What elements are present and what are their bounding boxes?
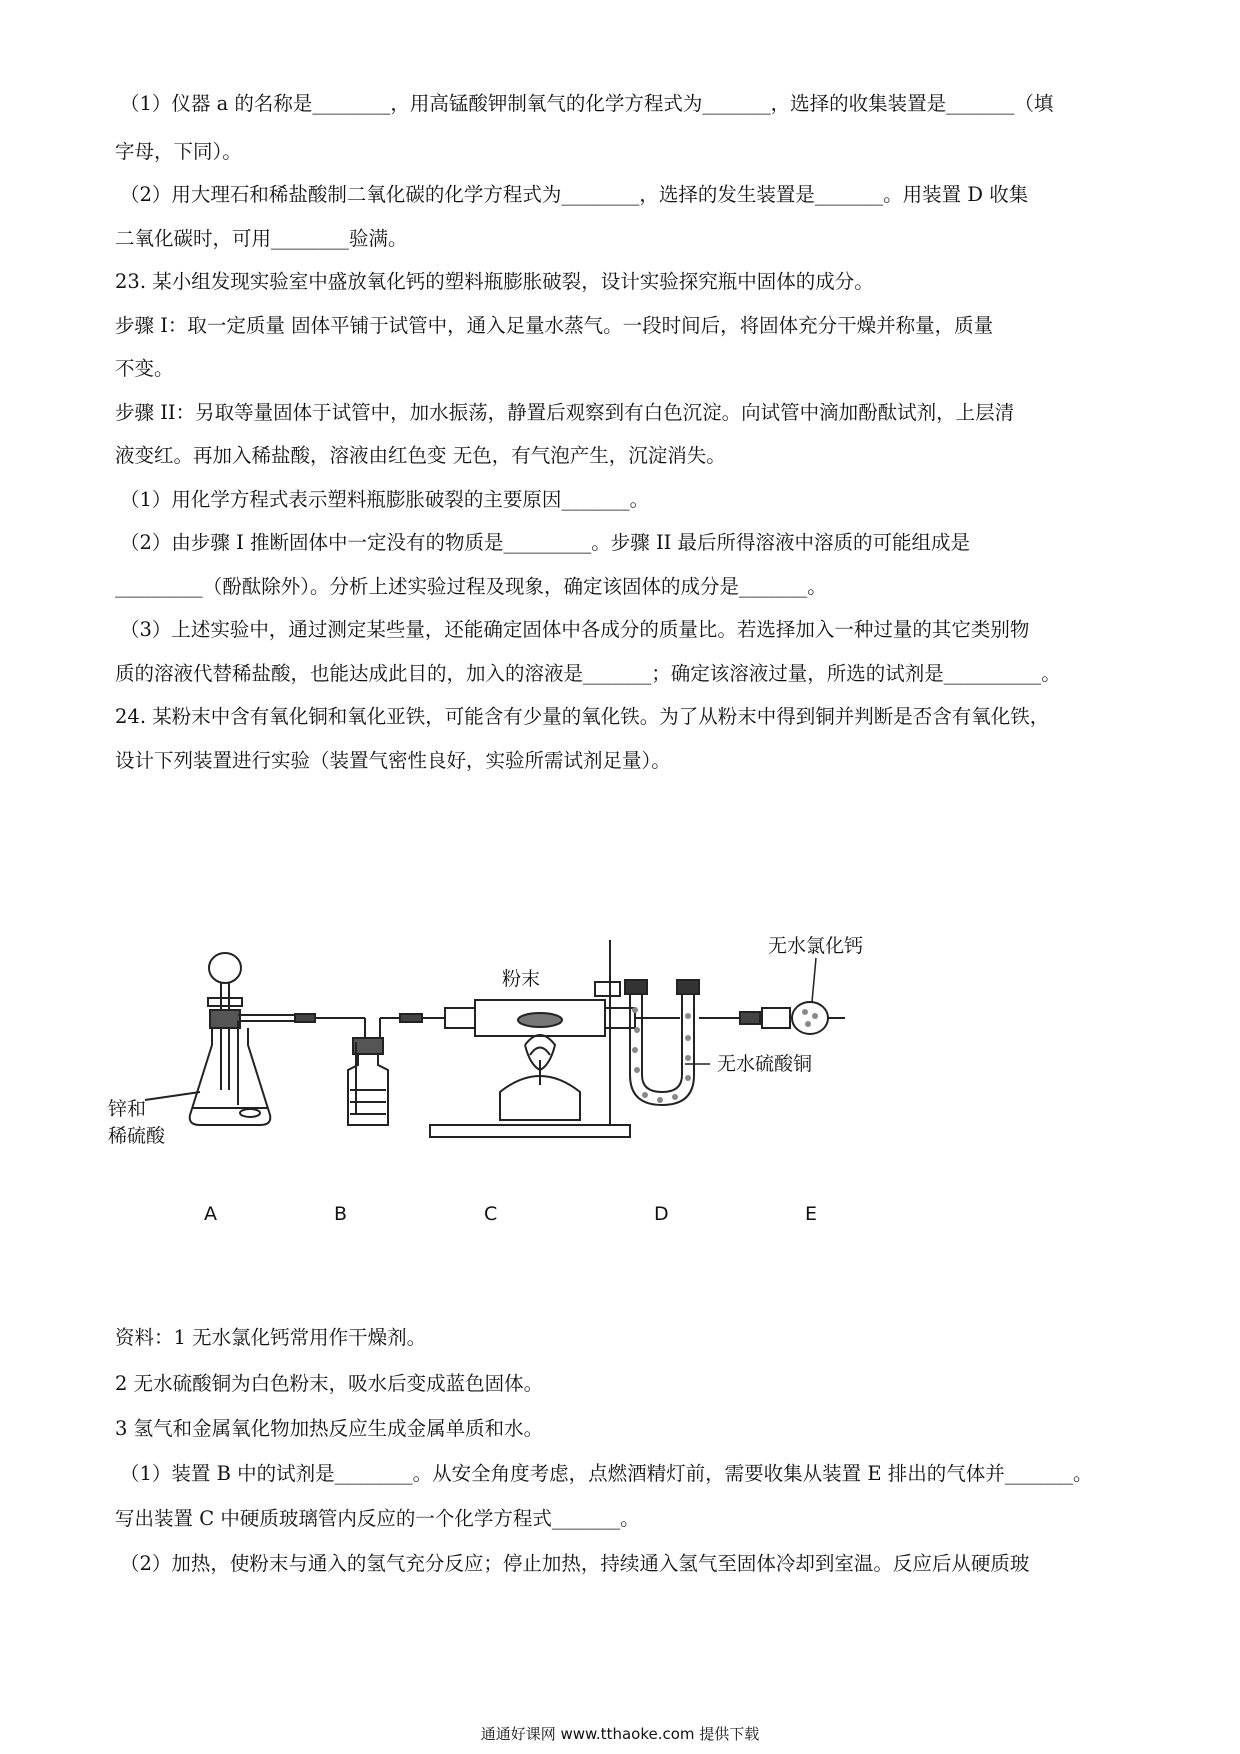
q23-step1-line2: 不变。 [115, 357, 174, 380]
apparatus-letter-e: E [805, 1203, 818, 1225]
note-1: 资料：1 无水氯化钙常用作干燥剂。 [115, 1326, 427, 1349]
apparatus-e [740, 1002, 845, 1034]
q23-step1-line1: 步骤 I：取一定质量 固体平铺于试管中，通入足量水蒸气。一段时间后，将固体充分干燥并称量，质量 [115, 314, 994, 337]
q24-stem-line1: 24. 某粉末中含有氧化铜和氧化亚铁，可能含有少量的氧化铁。为了从粉末中得到铜并判断是否含有氧化铁， [115, 705, 1050, 728]
q24-stem-line2: 设计下列装置进行实验（装置气密性良好，实验所需试剂足量）。 [115, 749, 671, 772]
page-footer: 通通好课网 www.tthaoke.com 提供下载 [480, 1725, 760, 1743]
label-cuso4: 无水硫酸铜 [717, 1053, 813, 1075]
apparatus-letter-a: A [204, 1203, 217, 1225]
q23-step2-line2: 液变红。再加入稀盐酸，溶液由红色变 无色，有气泡产生，沉淀消失。 [115, 444, 726, 467]
experiment-apparatus-diagram [100, 920, 1000, 1250]
q22-part1-line2: 字母，下同）。 [115, 140, 242, 163]
note-2: 2 无水硫酸铜为白色粉末，吸水后变成蓝色固体。 [115, 1372, 544, 1395]
note-3: 3 氢气和金属氧化物加热反应生成金属单质和水。 [115, 1417, 544, 1440]
apparatus-letter-d: D [654, 1203, 669, 1225]
q22-part2-line2: 二氧化碳时，可用________验满。 [115, 227, 408, 250]
q24-part1-line1: （1）装置 B 中的试剂是________。从安全角度考虑，点燃酒精灯前，需要收集从装置 E 排出的气体并_______。 [120, 1462, 1093, 1485]
q22-part2-line1: （2）用大理石和稀盐酸制二氧化碳的化学方程式为________，选择的发生装置是_______。用装置 D 收集 [120, 183, 1029, 206]
q22-part1-line1: （1）仪器 a 的名称是________，用高锰酸钾制氧气的化学方程式为_______，选择的收集装置是_______（填 [120, 92, 1054, 115]
q23-stem: 23. 某小组发现实验室中盛放氧化钙的塑料瓶膨胀破裂，设计实验探究瓶中固体的成分。 [115, 270, 874, 293]
q23-part2-line2: _________（酚酞除外）。分析上述实验过程及现象，确定该固体的成分是_______。 [115, 575, 827, 598]
label-zinc-acid-2: 稀硫酸 [108, 1125, 166, 1147]
label-powder: 粉末 [502, 968, 541, 990]
q23-part1: （1）用化学方程式表示塑料瓶膨胀破裂的主要原因_______。 [120, 488, 650, 511]
q23-part2-line1: （2）由步骤 I 推断固体中一定没有的物质是_________。步骤 II 最后所得溶液中溶质的可能组成是 [120, 531, 971, 554]
label-zinc-acid-1: 锌和 [108, 1098, 147, 1120]
apparatus-letter-b: B [334, 1203, 348, 1225]
q23-step2-line1: 步骤 II：另取等量固体于试管中，加水振荡，静置后观察到有白色沉淀。向试管中滴加酚酞试剂，上层清 [115, 401, 1015, 424]
q24-part1-line2: 写出装置 C 中硬质玻璃管内反应的一个化学方程式_______。 [115, 1507, 640, 1530]
q23-part3-line2: 质的溶液代替稀盐酸，也能达成此目的，加入的溶液是_______；确定该溶液过量，所选的试剂是__________。 [115, 662, 1061, 685]
q24-part2-line1: （2）加热，使粉末与通入的氢气充分反应；停止加热，持续通入氢气至固体冷却到室温。反应后从硬质玻 [120, 1552, 1030, 1575]
apparatus-a [145, 953, 315, 1125]
apparatus-b [315, 1014, 422, 1125]
apparatus-letter-c: C [484, 1203, 498, 1225]
q23-part3-line1: （3）上述实验中，通过测定某些量，还能确定固体中各成分的质量比。若选择加入一种过量的其它类别物 [120, 618, 1030, 641]
label-cacl2: 无水氯化钙 [768, 935, 864, 957]
apparatus-d [625, 980, 740, 1105]
